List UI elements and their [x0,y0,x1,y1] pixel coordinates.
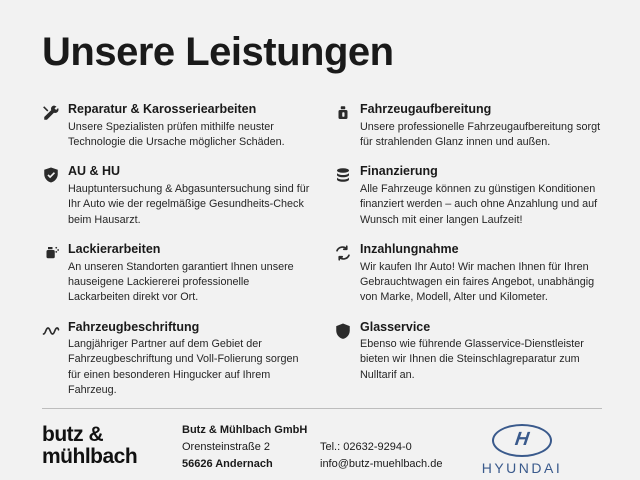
service-title: Reparatur & Karosseriearbeiten [68,102,257,116]
footer [42,422,602,476]
service-item [42,164,310,228]
hyundai-emblem-icon [492,424,552,457]
service-text [360,164,602,228]
hyundai-wordmark: HYUNDAI [481,460,563,476]
service-description: Hauptuntersuchung & Abgasuntersuchung sind für Ihr Auto wie der regelmäßige Gesundheits-Check beim Hausarzt. [68,182,310,226]
services-columns [42,102,602,412]
service-item [334,320,602,384]
service-title: Fahrzeugbeschriftung [68,319,200,334]
service-text [360,102,602,150]
service-title: Inzahlungnahme [360,241,459,256]
dealer-name: Butz & Mühlbach GmbH [182,424,308,436]
service-item [42,320,310,399]
tools-icon [42,102,68,150]
checkmark-shield-icon [42,164,68,228]
service-text [360,320,602,384]
service-description: Unsere Spezialisten prüfen mithilfe neuster Technologie die Ursache möglicher Schäden. [68,120,285,148]
services-column-right [334,102,602,412]
flyer-content [14,10,626,476]
service-description: Wir kaufen Ihr Auto! Wir machen Ihnen für Ihren Gebrauchtwagen ein faires Angebot, unabhängig von Marke, Modell, Alter und Kilometer. [360,260,595,304]
spray-bottle-icon [334,102,360,150]
service-description: Ebenso wie führende Glasservice-Dienstleister bieten wir Ihnen die Steinschlagreparatur zum Nulltarif an. [360,338,584,381]
service-title: Lackierarbeiten [68,241,161,256]
dealer-logo-line1: butz & [42,423,104,446]
dealer-city: 56626 Andernach [182,458,273,471]
service-item [334,164,602,228]
service-text [68,164,310,228]
service-text [68,320,310,399]
signature-icon [42,320,68,399]
service-text [360,242,602,306]
dealer-phone: Tel.: 02632-9294-0 [320,441,412,453]
page-title: Unsere Leistungen [42,30,394,74]
spray-can-icon [42,242,68,306]
coins-icon [334,164,360,228]
service-title: Finanzierung [360,164,438,179]
dealer-contact [320,439,442,473]
service-description: Alle Fahrzeuge können zu günstigen Konditionen finanziert werden – auch ohne Anzahlung und auf Wunsch mit einer langen Laufzeit! [360,182,598,226]
footer-divider [42,408,602,409]
service-title: Fahrzeugaufbereitung [360,102,492,116]
service-item [334,102,602,150]
service-item [42,102,310,150]
service-description: Langjähriger Partner auf dem Gebiet der Fahrzeugbeschriftung und Voll-Folierung sorgen für einen besonderen Hingucker auf Ihrem Fahrzeug. [68,338,299,397]
service-description: Unsere professionelle Fahrzeugaufbereitung sorgt für strahlenden Glanz innen und außen. [360,120,601,148]
hyundai-logo [442,424,602,476]
dealer-street: Orensteinstraße 2 [182,441,271,454]
service-title: Glasservice [360,319,431,334]
service-text [68,242,310,306]
dealer-address [182,422,307,473]
dealer-email[interactable]: info@butz-muehlbach.de [320,458,443,471]
dealer-logo-line2: mühlbach [42,445,138,469]
shield-icon [334,320,360,384]
service-item [334,242,602,306]
service-title: AU & HU [68,164,121,179]
service-description: An unseren Standorten garantiert Ihnen unsere hauseigene Lackiererei professionelle Lackarbeiten direkt vor Ort. [68,260,294,304]
services-column-left [42,102,310,412]
exchange-arrows-icon [334,242,360,306]
service-text [68,102,310,150]
service-item [42,242,310,306]
dealer-logo [42,424,162,468]
